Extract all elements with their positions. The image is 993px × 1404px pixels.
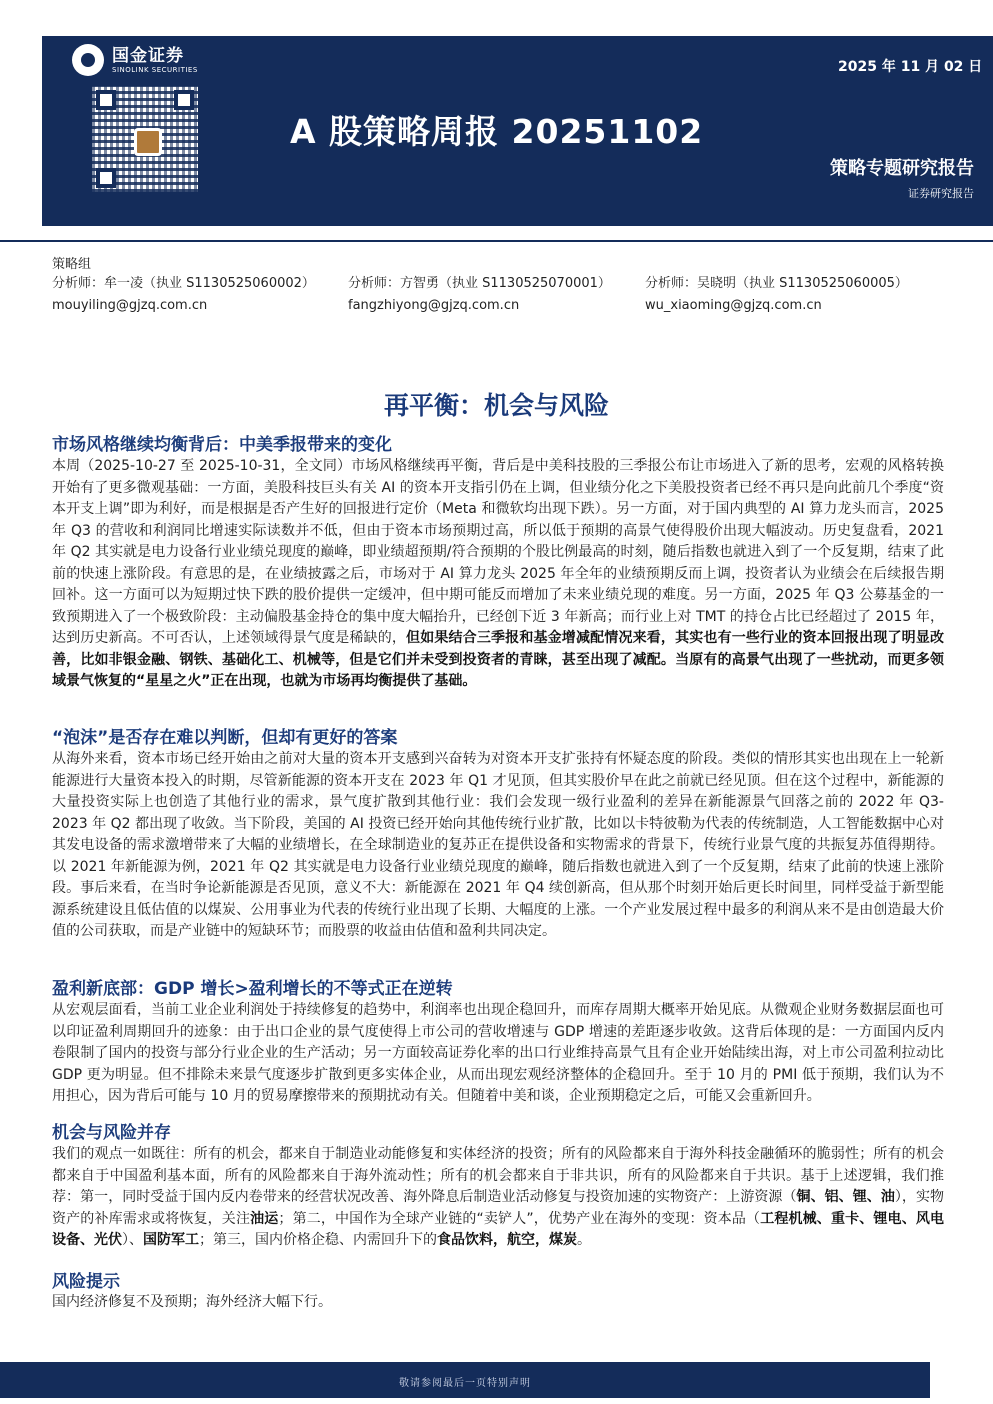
- section-heading: 机会与风险并存: [52, 1123, 171, 1143]
- footer-disclaimer: 敬请参阅最后一页特别声明: [399, 1378, 531, 1389]
- analyst-2-email[interactable]: fangzhiyong@gjzq.com.cn: [348, 298, 520, 313]
- section-body: [52, 1144, 944, 1252]
- body-text: 我们的观点一如既往：所有的机会，都来自于制造业动能修复和实体经济的投资；所有的风险都来自于海外科技金融循环的脆弱性；所有的机会都来自于中国盈利基本面，所有的风险都来自于海外流动性；所有的机会都来自于非共识，所有的风险都来自于共识。基于上述逻辑，我们推荐：第一，同时受益于国内反内卷带来的经营状况改善、海外降息后制造业活动修复与投资加速的实物资产：上游资源（: [52, 1146, 944, 1205]
- body-emphasis: 国防军工: [143, 1232, 199, 1248]
- body-text: ；第三，国内价格企稳、内需回升下的: [199, 1232, 437, 1248]
- brand-name-en: SINOLINK SECURITIES: [112, 65, 198, 74]
- qr-code: [92, 86, 198, 192]
- qr-finder: [96, 90, 116, 110]
- body-emphasis: 铜、铝、锂、油: [796, 1189, 895, 1205]
- qr-finder: [174, 90, 194, 110]
- team-name: 策略组: [52, 257, 92, 272]
- section-body: 从海外来看，资本市场已经开始由之前对大量的资本开支感到兴奋转为对资本开支扩张持有怀疑态度的阶段。类似的情形其实也出现在上一轮新能源进行大量资本投入的时期，尽管新能源的资本开支在 2023 年 Q1 才见顶，但其实股价早在此之前就已经见顶。但在这个过程中，新能源的大量投资实际上也创造了其他行业的需求，景气度扩散到其他行业：我们会发现一级行业盈利的差异在新能源景气回落之前的 2022 年 Q3-2023 年 Q2 都出现了收敛。当下阶段，美国的 AI 投资已经开始向其他传统行业扩散，比如以卡特彼勒为代表的传统制造，人工智能数据中心对其发电设备的需求激增带来了大幅的业绩增长，在全球制造业的复苏正在提供设备和实物需求的背景下，传统行业景气度的共振复苏值得期待。以 2021 年新能源为例，2021 年 Q2 其实就是电力设备行业业绩兑现度的巅峰，随后指数也就进入到了一个反复期，结束了此前的快速上涨阶段。事后来看，在当时争论新能源是否见顶，意义不大：新能源在 2021 年 Q4 续创新高，但从那个时刻开始后更长时间里，同样受益于新型能源系统建设且低估值的以煤炭、公用事业为代表的传统行业出现了长期、大幅度的上涨。一个产业发展过程中最多的利润从来不是由创造最大价值的公司获取，而是产业链中的短缺环节；而股票的收益由估值和盈利共同决定。: [52, 751, 944, 939]
- analyst-1-email[interactable]: mouyiling@gjzq.com.cn: [52, 298, 208, 313]
- header-left-margin: [0, 36, 42, 226]
- body-emphasis: 食品饮料，航空，煤炭: [437, 1232, 577, 1248]
- body-text: ）、: [122, 1232, 143, 1248]
- analyst-3-email[interactable]: wu_xiaoming@gjzq.com.cn: [645, 298, 822, 313]
- brand-logo-mark: [72, 44, 104, 76]
- qr-center-logo: [134, 128, 162, 156]
- main-title: 再平衡：机会与风险: [383, 391, 609, 420]
- section-heading: “泡沫”是否存在难以判断，但却有更好的答案: [52, 728, 398, 748]
- report-type: 策略专题研究报告: [830, 158, 974, 179]
- report-title: A 股策略周报 20251102: [290, 112, 704, 151]
- body-text: 。: [577, 1232, 591, 1248]
- section-body: 从宏观层面看，当前工业企业利润处于持续修复的趋势中，利润率也出现企稳回升，而库存周期大概率开始见底。从微观企业财务数据层面也可以印证盈利周期回升的迹象：由于出口企业的景气度使得上市公司的营收增速与 GDP 增速的差距逐步收敛。这背后体现的是：一方面国内反内卷限制了国内的投资与部分行业企业的生产活动；另一方面较高证券化率的出口行业维持高景气且有企业开始陆续出海，对上市公司盈利拉动比 GDP 更为明显。但不排除未来景气度逐步扩散到更多实体企业，从而出现宏观经济整体的企稳回升。至于 10 月的 PMI 低于预期，我们认为不用担心，因为背后可能与 10 月的贸易摩擦带来的预期扰动有关。但随着中美和谈，企业预期稳定之后，可能又会重新回升。: [52, 1002, 944, 1104]
- section-body: 国内经济修复不及预期；海外经济大幅下行。: [52, 1294, 332, 1310]
- analyst-2: 分析师：方智勇（执业 S1130525070001）: [348, 276, 611, 291]
- brand-logo: [72, 44, 198, 76]
- header-divider: [0, 240, 993, 242]
- analyst-1: 分析师：牟一凌（执业 S1130525060002）: [52, 276, 315, 291]
- report-date: 2025 年 11 月 02 日: [838, 59, 983, 75]
- analyst-3: 分析师：吴晓明（执业 S1130525060005）: [645, 276, 908, 291]
- body-text: ），实物资产的补库需求或将恢复，关注: [52, 1189, 945, 1227]
- brand-name-cn: 国金证券: [112, 45, 184, 66]
- body-text: 本周（2025-10-27 至 2025-10-31，全文同）市场风格继续再平衡，背后是中美科技股的三季报公布让市场进入了新的思考，宏观的风格转换开始有了更多微观基础：一方面，美股科技巨头有关 AI 的资本开支指引仍在上调，但业绩分化之下美股投资者已经不再只是向此前几个季度“资本开支上调”即为利好，而是根据是否产生好的回报进行定价（Meta 和微软均出现下跌）。另一方面，对于国内典型的 AI 算力龙头而言，2025 年 Q3 的营收和利润同比增速实际读数并不低，但由于资本市场预期过高，所以低于预期的高景气使得股价出现大幅波动。历史复盘看，2021 年 Q2 其实就是电力设备行业业绩兑现度的巅峰，即业绩超预期/符合预期的个股比例最高的时刻，随后指数也就进入到了一个反复期，结束了此前的快速上涨阶段。有意思的是，在业绩披露之后，市场对于 AI 算力龙头 2025 年全年的业绩预期反而上调，投资者认为业绩会在后续报告期回补。这一方面可以为短期过快下跌的股价提供一定缓冲，但中期可能反而增加了未来业绩兑现的难度。另一方面，2025 年 Q3 公募基金的一致预期进入了一个极致阶段：主动偏股基金持仓的集中度大幅抬升，已经创下近 3 年新高；而行业上对 TMT 的持仓占比已经超过了 2015 年，达到历史新高。不可否认，上述领域得景气度是稀缺的，: [52, 458, 944, 646]
- section-heading: 风险提示: [52, 1272, 120, 1292]
- qr-finder: [96, 168, 116, 188]
- report-subtype: 证券研究报告: [908, 187, 974, 200]
- section-heading: 盈利新底部：GDP 增长>盈利增长的不等式正在逆转: [52, 979, 453, 999]
- section-heading: 市场风格继续均衡背后：中美季报带来的变化: [52, 435, 392, 455]
- body-text: ；第二，中国作为全球产业链的“卖铲人”，优势产业在海外的变现：资本品（: [278, 1210, 761, 1227]
- section-body: [52, 456, 944, 693]
- body-emphasis: 油运: [250, 1210, 279, 1227]
- body-emphasis: 工程机械、重卡、锂电、风电设备、光伏: [52, 1210, 945, 1248]
- body-emphasis: 但如果结合三季报和基金增减配情况来看，其实也有一些行业的资本回报出现了明显改善，比如非银金融、钢铁、基础化工、机械等，但是它们并未受到投资者的青睐，甚至出现了减配。当原有的高景气出现了一些扰动，而更多领域景气恢复的“星星之火”正在出现，也就为市场再均衡提供了基础。: [52, 630, 944, 689]
